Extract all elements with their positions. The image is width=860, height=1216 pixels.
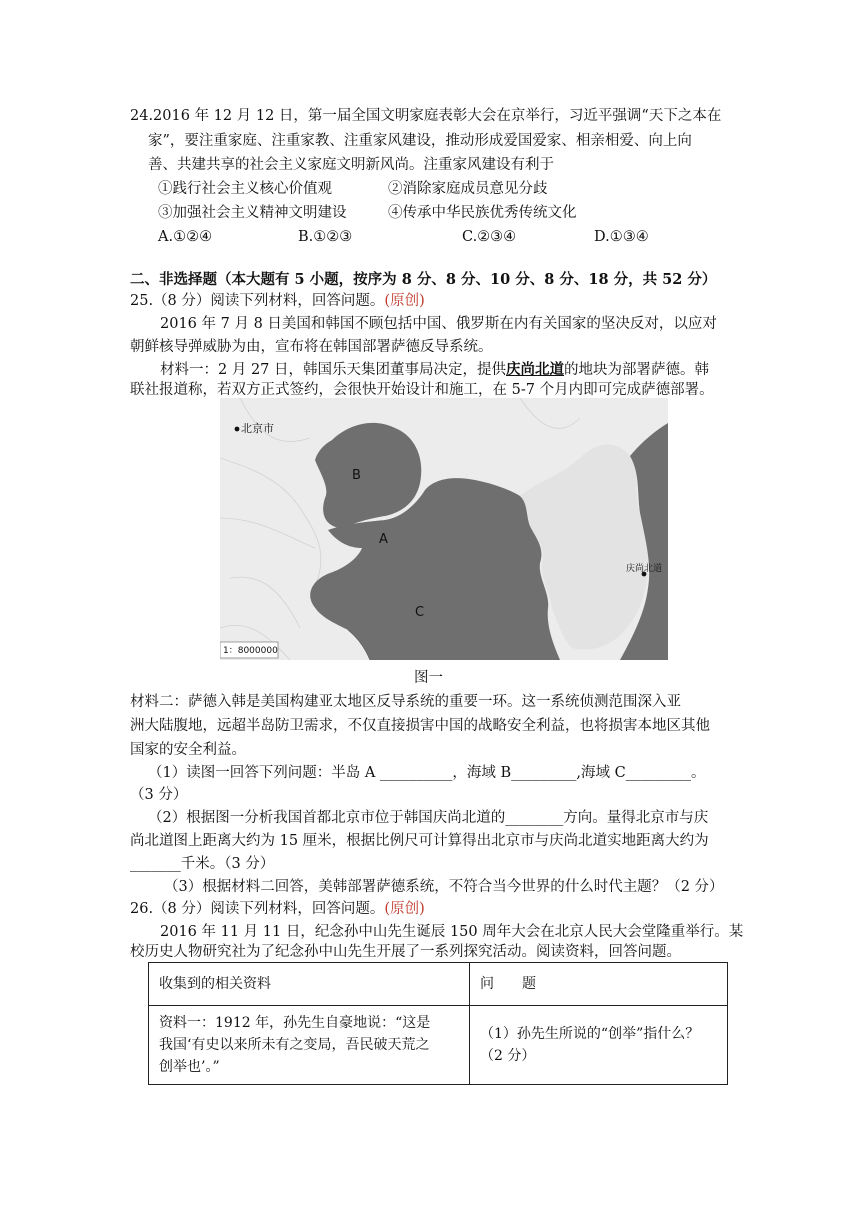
map-label-c: C [415, 605, 425, 620]
q25-intro-line2: 朝鲜核导弹威胁为由，宣布将在韩国部署萨德反导系统。 [130, 339, 493, 355]
q25-material1-place: 庆尚北道 [506, 361, 565, 378]
q26-intro-line1: 2016 年 11 月 11 日，纪念孙中山先生诞辰 150 周年大会在北京人民大会堂隆重举行。某 [160, 924, 744, 940]
q26-title-text: 26.（8 分）阅读下列材料，回答问题。 [130, 901, 385, 917]
table-header-materials: 收集到的相关资料 [149, 963, 470, 1006]
table-row [149, 1006, 728, 1085]
q25-sub2-line2: 尚北道图上距离大约为 15 厘米，根据比例尺可计算得出北京市与庆尚北道实地距离大约为 [130, 833, 709, 849]
q25-material1-post: 的地块为部署萨德。韩 [564, 362, 710, 378]
map-label-b: B [352, 468, 361, 483]
question-1-line2: （2 分） [480, 1048, 536, 1064]
q24-line2: 家”，要注重家庭、注重家教、注重家风建设，推动形成爱国爱家、相亲相爱、向上向 [148, 133, 692, 149]
q25-sub1-line1: （1）读图一回答下列问题：半岛 A __________，海域 B_________,海域 C_________。 [148, 765, 706, 781]
q24-choice-c: C.②③④ [462, 229, 517, 245]
table-cell-question-1 [470, 1006, 728, 1085]
q25-material1-line1 [160, 360, 709, 380]
q26-original-tag: (原创) [384, 901, 425, 917]
material-1-line2: 我国‘有史以来所未有之变局，吾民破天荒之 [159, 1037, 430, 1053]
q25-material1-pre: 材料一：2 月 27 日，韩国乐天集团董事局决定，提供 [160, 362, 507, 378]
q25-intro-line1: 2016 年 7 月 8 日美国和韩国不顾包括中国、俄罗斯在内有关国家的坚决反对，以应对 [160, 316, 717, 332]
q24-choice-a: A.①②④ [158, 229, 213, 245]
q25-material2-line2: 洲大陆腹地，远超半岛防卫需求，不仅直接损害中国的战略安全利益，也将损害本地区其他 [130, 718, 710, 734]
q25-title [130, 291, 425, 311]
q25-material2-line1: 材料二：萨德入韩是美国构建亚太地区反导系统的重要一环。这一系统侦测范围深入亚 [130, 694, 681, 710]
material-1-line3: 创举也’。” [159, 1059, 220, 1075]
q24-choice-d: D.①③④ [594, 229, 649, 245]
map-label-a: A [379, 532, 388, 547]
q24-option-3: ③加强社会主义精神文明建设 [158, 205, 347, 221]
map-figure-1 [220, 398, 668, 660]
q25-material2-line3: 国家的安全利益。 [130, 742, 246, 758]
table-header-row [149, 963, 728, 1006]
material-1-line1: 资料一：1912 年，孙先生自豪地说：“这是 [159, 1015, 431, 1031]
table-header-questions: 问 题 [470, 963, 728, 1006]
q25-material1-line2: 联社报道称，若双方正式签约，会很快开始设计和施工，在 5-7 个月内即可完成萨德部署。 [130, 382, 714, 398]
q25-original-tag: (原创) [384, 293, 425, 309]
figure-caption: 图一 [414, 670, 443, 686]
q25-title-text: 25.（8 分）阅读下列材料，回答问题。 [130, 293, 385, 309]
section-heading: 二、非选择题（本大题有 5 小题，按序为 8 分、8 分、10 分、8 分、18 分，共 52 分） [130, 271, 717, 288]
q26-title [130, 899, 425, 919]
map-label-beijing: 北京市 [241, 422, 274, 435]
q25-sub2-line3: _______千米。（3 分） [130, 856, 275, 872]
q26-table [148, 962, 728, 1085]
q24-line1: 24.2016 年 12 月 12 日，第一届全国文明家庭表彰大会在京举行，习近平强调“天下之本在 [130, 108, 722, 124]
q25-sub2-line1: （2）根据图一分析我国首都北京市位于韩国庆尚北道的________方向。量得北京市与庆 [148, 810, 709, 826]
beijing-dot [235, 427, 240, 432]
q24-choice-b: B.①②③ [298, 229, 353, 245]
question-1-line1: （1）孙先生所说的“创举”指什么？ [480, 1026, 700, 1042]
q25-sub3: （3）根据材料二回答，美韩部署萨德系统，不符合当今世界的什么时代主题？（2 分） [164, 879, 724, 895]
q26-intro-line2: 校历史人物研究社为了纪念孙中山先生开展了一系列探究活动。阅读资料，回答问题。 [130, 944, 681, 960]
q24-line3: 善、共建共享的社会主义家庭文明新风尚。注重家风建设有利于 [148, 157, 554, 173]
q24-option-2: ②消除家庭成员意见分歧 [388, 181, 548, 197]
map-label-gyeongbuk: 庆尚北道 [626, 564, 663, 574]
table-cell-material-1 [149, 1006, 470, 1085]
q25-sub1-line2: （3 分） [130, 787, 188, 803]
map-scale: 1：8000000 [223, 646, 278, 656]
q24-option-4: ④传承中华民族优秀传统文化 [388, 205, 577, 221]
q24-option-1: ①践行社会主义核心价值观 [158, 181, 332, 197]
